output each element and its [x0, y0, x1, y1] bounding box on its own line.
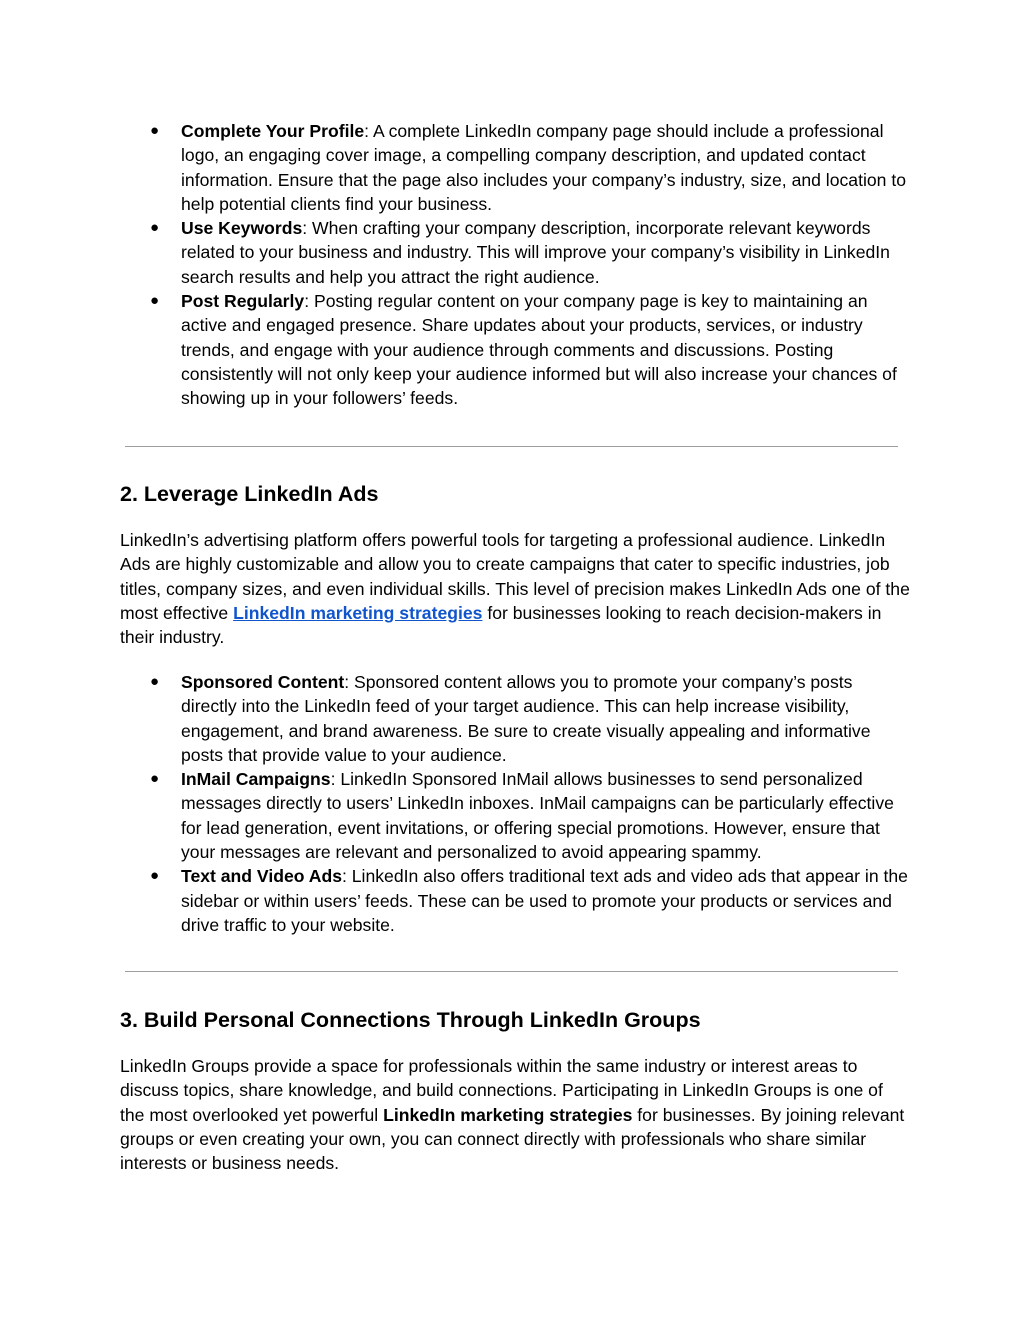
bullet-icon: ●: [150, 770, 160, 788]
section-divider: [125, 971, 898, 972]
paragraph-text: LinkedIn’s advertising platform offers powerful tools for targeting a professional audience. LinkedIn Ads are highly customizable and allow you to create campaigns that cater to specific industries, job titles, company sizes, and even individual skills. This level of precision makes LinkedIn Ads one of the most effective: [120, 530, 910, 623]
section-heading: 3. Build Personal Connections Through LinkedIn Groups: [120, 1008, 701, 1032]
list-item-title: Post Regularly: [181, 291, 305, 312]
list-item-text: : A complete LinkedIn company page should include a professional logo, an engaging cover image, a compelling company description, and updated contact information. Ensure that the page also includes your company’s industry, size, and location to help potential clients find your business.: [181, 121, 907, 214]
list-item-title: Use Keywords: [181, 218, 303, 239]
section-divider: [125, 446, 898, 447]
list-item-text: : Posting regular content on your company page is key to maintaining an active and engaged presence. Share updates about your products, services, or industry trends, and engage with your audience through comments and discussions. Posting consistently will not only keep your audience informed but will also increase your chances of showing up in your followers’ feeds.: [181, 291, 897, 409]
list-item: [120, 289, 910, 410]
bullet-icon: ●: [150, 867, 160, 885]
section-paragraph: [120, 1054, 910, 1175]
paragraph-text: for businesses looking to reach decision-makers in their industry.: [120, 602, 882, 648]
bullet-icon: ●: [150, 292, 160, 310]
bullet-icon: ●: [150, 219, 160, 237]
list-item-title: Sponsored Content: [181, 672, 345, 692]
list-item-text: : Sponsored content allows you to promote your company’s posts directly into the LinkedIn feed of your target audience. This can help increase visibility, engagement, and brand awareness. Be sure to create visually appealing and informative posts that provide value to your audience.: [181, 672, 871, 765]
profile-tips-list: [120, 119, 910, 411]
list-item-text: : LinkedIn also offers traditional text ads and video ads that appear in the sidebar or within users’ feeds. These can be used to promote your products or services and drive traffic to your website.: [181, 866, 908, 935]
list-item-text: : LinkedIn Sponsored InMail allows businesses to send personalized messages directly to users’ LinkedIn inboxes. InMail campaigns can be particularly effective for lead generation, event invitations, or offering special promotions. However, ensure that your messages are relevant and personalized to avoid appearing spammy.: [181, 769, 894, 863]
paragraph-text: for businesses. By joining relevant groups or even creating your own, you can connect directly with professionals who share similar interests or business needs.: [120, 1104, 905, 1174]
section-heading: 2. Leverage LinkedIn Ads: [120, 482, 379, 506]
list-item: [120, 670, 910, 767]
ads-types-list: [120, 670, 910, 937]
list-item: [120, 216, 910, 289]
bullet-icon: ●: [150, 673, 160, 690]
list-item-text: : When crafting your company description, incorporate relevant keywords related to your business and industry. This will improve your company’s visibility in LinkedIn search results and help you attract the right audience.: [181, 218, 890, 287]
list-item-title: Text and Video Ads: [181, 866, 342, 887]
bold-phrase: LinkedIn marketing strategies: [383, 1104, 633, 1125]
list-item: [120, 767, 910, 864]
list-item-title: Complete Your Profile: [181, 121, 365, 141]
list-item-title: InMail Campaigns: [181, 769, 331, 790]
linkedin-marketing-strategies-link[interactable]: LinkedIn marketing strategies: [233, 602, 483, 623]
bullet-icon: ●: [150, 122, 160, 139]
list-item: [120, 864, 910, 937]
section-paragraph: [120, 528, 910, 649]
paragraph-text: LinkedIn Groups provide a space for professionals within the same industry or interest areas to discuss topics, share knowledge, and build connections. Participating in LinkedIn Groups is one of the most overlooked yet powerful: [120, 1056, 883, 1125]
list-item: [120, 119, 910, 216]
